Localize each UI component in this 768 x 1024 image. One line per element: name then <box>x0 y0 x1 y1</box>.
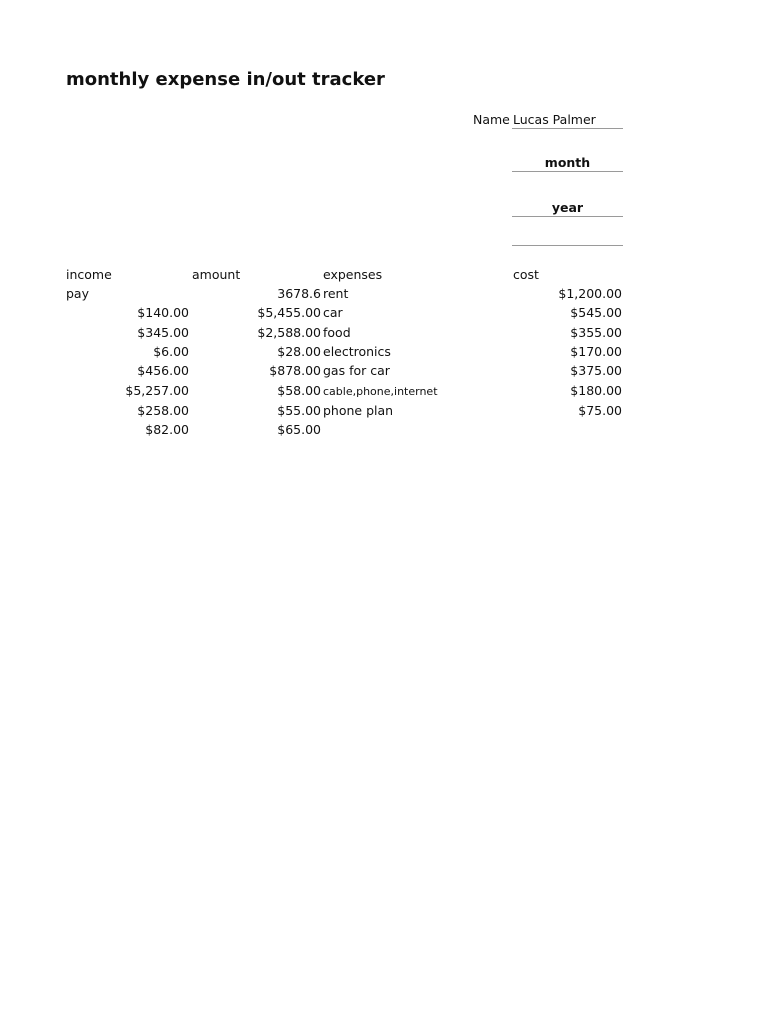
income-cell[interactable]: $258.00 <box>137 403 189 418</box>
cost-cell[interactable]: $180.00 <box>570 383 622 398</box>
expense-cell[interactable]: electronics <box>323 344 391 359</box>
cost-cell[interactable]: $545.00 <box>570 305 622 320</box>
amount-cell[interactable]: $28.00 <box>277 344 321 359</box>
amount-cell[interactable]: $2,588.00 <box>257 325 321 340</box>
expense-cell[interactable]: cable,phone,internet <box>323 385 438 398</box>
blank-field[interactable] <box>512 229 623 246</box>
table-row <box>0 363 768 383</box>
cost-cell[interactable]: $375.00 <box>570 363 622 378</box>
year-field[interactable] <box>512 200 623 217</box>
cost-cell[interactable]: $75.00 <box>578 403 622 418</box>
table-row <box>0 286 768 306</box>
table-row <box>0 305 768 325</box>
income-cell[interactable]: $82.00 <box>145 422 189 437</box>
amount-header: amount <box>192 267 241 282</box>
month-field[interactable] <box>512 155 623 172</box>
income-cell[interactable]: $456.00 <box>137 363 189 378</box>
cost-cell[interactable]: $355.00 <box>570 325 622 340</box>
page-title: monthly expense in/out tracker <box>66 69 385 90</box>
income-label-cell[interactable]: pay <box>66 286 89 301</box>
amount-cell[interactable]: $5,455.00 <box>257 305 321 320</box>
expense-cell[interactable]: food <box>323 325 351 340</box>
expense-cell[interactable]: gas for car <box>323 363 390 378</box>
expense-cell[interactable]: car <box>323 305 343 320</box>
amount-cell[interactable]: 3678.6 <box>277 286 321 301</box>
income-header: income <box>66 267 112 282</box>
table-row <box>0 403 768 423</box>
cost-cell[interactable]: $170.00 <box>570 344 622 359</box>
amount-cell[interactable]: $65.00 <box>277 422 321 437</box>
name-field[interactable] <box>512 112 623 129</box>
expenses-header: expenses <box>323 267 383 282</box>
income-cell[interactable]: $345.00 <box>137 325 189 340</box>
table-row <box>0 325 768 345</box>
expense-cell[interactable]: rent <box>323 286 349 301</box>
name-value: Lucas Palmer <box>513 112 596 127</box>
amount-cell[interactable]: $878.00 <box>269 363 321 378</box>
income-cell[interactable]: $6.00 <box>153 344 189 359</box>
year-label: year <box>551 200 584 215</box>
cost-header: cost <box>513 267 539 282</box>
amount-cell[interactable]: $58.00 <box>277 383 321 398</box>
name-label: Name <box>473 112 510 127</box>
table-row <box>0 344 768 364</box>
expense-cell[interactable]: phone plan <box>323 403 394 418</box>
table-row <box>0 383 768 403</box>
income-cell[interactable]: $5,257.00 <box>125 383 189 398</box>
table-row <box>0 422 768 442</box>
cost-cell[interactable]: $1,200.00 <box>558 286 622 301</box>
income-cell[interactable]: $140.00 <box>137 305 189 320</box>
amount-cell[interactable]: $55.00 <box>277 403 321 418</box>
month-label: month <box>544 155 591 170</box>
